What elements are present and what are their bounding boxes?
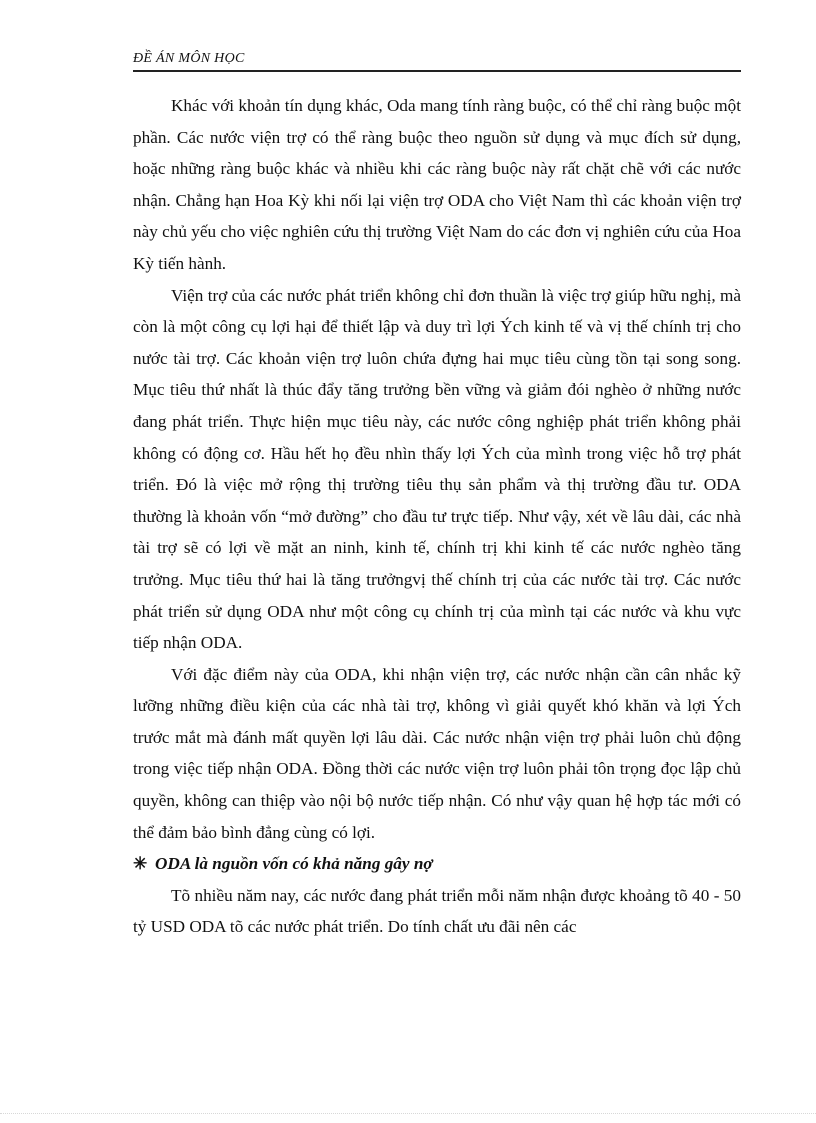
paragraph-recipient-caution: Với đặc điểm này của ODA, khi nhận viện trợ, các nước nhận cần cân nhắc kỹ lưỡng những điều kiện của các nhà tài trợ, không vì giải quyết khó khăn và lợi Ých trước mắt mà đánh mất quyền lợi lâu dài. Các nước nhận viện trợ phải luôn chủ động trong việc tiếp nhận ODA. Đồng thời các nước viện trợ luôn phải tôn trọng đọc lập chủ quyền, không can thiệp vào nội bộ nước tiếp nhận. Có như vậy quan hệ hợp tác mới có thể đảm bảo bình đẳng cùng có lợi.: [133, 664, 741, 842]
paragraph-donor-objectives: Viện trợ của các nước phát triển không chỉ đơn thuần là việc trợ giúp hữu nghị, mà còn là một công cụ lợi hại để thiết lập và duy trì lợi Ých kinh tế và vị thế chính trị cho nước tài trợ. Các khoản viện trợ luôn chứa đựng hai mục tiêu cùng tồn tại song song. Mục tiêu thứ nhất là thúc đẩy tăng trưởng bền vững và giảm đói nghèo ở những nước đang phát triển. Thực hiện mục tiêu này, các nước công nghiệp phát triển không phải không có động cơ. Hầu hết họ đều nhìn thấy lợi Ých của mình trong việc hỗ trợ phát triển. Đó là việc mở rộng thị trường tiêu thụ sản phẩm và thị trường đầu tư. ODA thường là khoản vốn “mở đường” cho đầu tư trực tiếp. Như vậy, xét về lâu dài, các nhà tài trợ sẽ có lợi về mặt an ninh, kinh tế, chính trị khi kinh tế các nước nghèo tăng trưởng. Mục tiêu thứ hai là tăng trưởngvị thế chính trị của các nước tài trợ. Các nước phát triển sử dụng ODA như một công cụ chính trị của mình tại các nước và khu vực tiếp nhận ODA.: [133, 285, 741, 653]
paragraph-debt-source: Tõ nhiều năm nay, các nước đang phát triển mỗi năm nhận được khoảng tõ 40 - 50 tỷ USD ODA tõ các nước phát triển. Do tính chất ưu đãi nên các: [133, 885, 741, 937]
page-header: [133, 50, 741, 72]
section-heading-text: ODA là nguồn vốn có khả năng gây nợ: [155, 854, 433, 874]
page-bottom-divider: [0, 1113, 816, 1114]
header-title: ĐỀ ÁN MÔN HỌC: [133, 51, 245, 66]
document-body: [133, 90, 741, 943]
paragraph-tied-aid: Khác với khoản tín dụng khác, Oda mang tính ràng buộc, có thể chỉ ràng buộc một phần. Các nước viện trợ có thể ràng buộc theo nguồn sử dụng và mục đích sử dụng, hoặc những ràng buộc khác và nhiều khi các ràng buộc này rất chặt chẽ với các nước nhận. Chẳng hạn Hoa Kỳ khi nối lại viện trợ ODA cho Việt Nam thì các khoản viện trợ này chủ yếu cho việc nghiên cứu thị trường Việt Nam do các đơn vị nghiên cứu của Hoa Kỳ tiến hành.: [133, 96, 741, 273]
section-heading: [133, 848, 741, 880]
asterisk-bullet-icon: ✳: [133, 854, 148, 874]
